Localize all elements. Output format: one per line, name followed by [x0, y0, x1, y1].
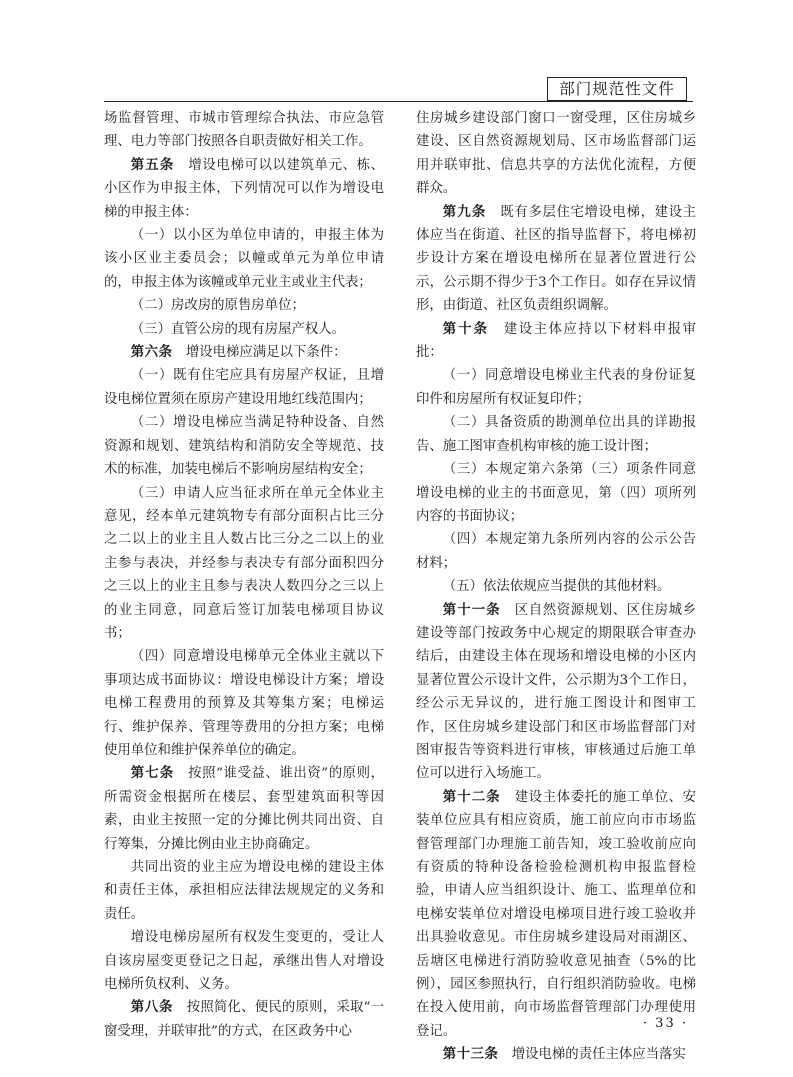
paragraph-text: 增设电梯房屋所有权发生变更的，受让人自该房屋变更登记之日起，承继出售人对增设电梯所负权利、义务。: [104, 930, 384, 993]
paragraph-text: （三）申请人应当征求所在单元全体业主意见，经本单元建筑物专有部分面积占比三分之二以上的业主且人数占比三分之二以上的业主参与表决，并经参与表决专有部分面积四分之三以上的业主且参与表决人数四分之三以上的业主同意，同意后签订加装电梯项目协议书；: [104, 485, 384, 641]
paragraph: [416, 201, 696, 318]
paragraph: [416, 411, 696, 458]
paragraph: [416, 575, 696, 598]
paragraph-text: 共同出资的业主应为增设电梯的建设主体和责任主体，承担相应法律法规规定的义务和责任。: [104, 860, 384, 922]
paragraph: [104, 107, 384, 154]
paragraph-text: （二）房改房的原售房单位；: [130, 298, 305, 314]
paragraph: [416, 318, 696, 365]
page-number: · 33 ·: [642, 1016, 688, 1031]
paragraph-text: 增设电梯的责任主体应当落实: [511, 1047, 686, 1063]
paragraph: [104, 318, 384, 341]
paragraph: [104, 154, 384, 224]
article-heading: 第七条: [130, 766, 175, 782]
paragraph-text: 建设主体委托的施工单位、安装单位应具有相应资质，施工前应向市市场监督管理部门办理施工前告知，竣工验收前应向有资质的特种设备检验检测机构申报监督检验，申请人应当组织设计、施工、监理单位和电梯安装单位对增设电梯项目进行竣工验收并出具验收意见。市住房城乡建设局对雨湖区、岳塘区电梯进行消防验收意见抽查（5%的比例），园区参照执行，自行组织消防验收。电梯在投入使用前，向市场监督管理部门办理使用登记。: [416, 789, 697, 1039]
paragraph: [104, 645, 384, 762]
paragraph-text: （二）具备资质的勘测单位出具的详勘报告、施工图审查机构审核的施工设计图；: [416, 415, 696, 454]
paragraph: [416, 1043, 696, 1066]
paragraph: [416, 107, 696, 201]
paragraph: [104, 762, 384, 856]
paragraph-text: 建设主体应持以下材料申报审批：: [416, 321, 697, 361]
paragraph-text: 按照简化、便民的原则，采取“一窗受理，并联审批”的方式，在区政务中心: [104, 1000, 384, 1039]
paragraph: [104, 926, 384, 996]
paragraph: [104, 856, 384, 926]
paragraph-text: （三）本规定第六条第（三）项条件同意增设电梯的业主的书面意见，第（四）项所列内容的书面协议；: [416, 462, 696, 524]
paragraph: [416, 786, 696, 1043]
paragraph-text: （五）依法依规应当提供的其他材料。: [442, 579, 671, 595]
paragraph-text: （四）同意增设电梯单元全体业主就以下事项达成书面协议：增设电梯设计方案；增设电梯工程费用的预算及其筹集方案；电梯运行、维护保养、管理等费用的分担方案；电梯使用单位和维护保养单位的确定。: [104, 649, 384, 758]
paragraph-text: 既有多层住宅增设电梯，建设主体应当在街道、社区的指导监督下，将电梯初步设计方案在增设电梯所在显著位置进行公示，公示期不得少于3个工作日。如存在异议情形，由街道、社区负责组织调解。: [416, 204, 697, 314]
paragraph-text: 增设电梯可以以建筑单元、栋、小区作为申报主体，下列情况可以作为增设电梯的申报主体：: [104, 157, 385, 220]
paragraph: [416, 599, 696, 786]
paragraph: [104, 411, 384, 481]
article-heading: 第九条: [442, 204, 487, 220]
article-heading: 第十一条: [442, 602, 501, 618]
paragraph-text: （一）同意增设电梯业主代表的身份证复印件和房屋所有权证复印件；: [416, 368, 696, 407]
left-text-column: [104, 107, 384, 1043]
paragraph: [104, 482, 384, 646]
article-heading: 第八条: [130, 1000, 174, 1016]
header-rule: [104, 101, 693, 102]
paragraph-text: （一）既有住宅应具有房屋产权证，且增设电梯位置须在原房产建设用地红线范围内；: [104, 368, 384, 407]
paragraph-text: （二）增设电梯应当满足特种设备、自然资源和规划、建筑结构和消防安全等规范、技术的标准，加装电梯后不影响房屋结构安全；: [104, 415, 384, 478]
paragraph: [416, 528, 696, 575]
paragraph: [104, 294, 384, 317]
paragraph-text: 区自然资源规划、区住房城乡建设等部门按政务中心规定的期限联合审查办结后，由建设主体在现场和增设电梯的小区内显著位置公示设计文件，公示期为3个工作日，经公示无异议的，进行施工图设计和图审工作，区住房城乡建设部门和区市场监督部门对图审报告等资料进行审核，审核通过后施工单位可以进行入场施工。: [416, 602, 697, 782]
paragraph: [104, 224, 384, 294]
paragraph-text: 住房城乡建设部门窗口一窗受理，区住房城乡建设、区自然资源规划局、区市场监督部门运用并联审批、信息共享的方法优化流程，方便群众。: [416, 111, 696, 197]
paragraph: [416, 364, 696, 411]
paragraph-text: 增设电梯应满足以下条件：: [185, 345, 347, 361]
paragraph: [416, 458, 696, 528]
article-heading: 第十二条: [442, 789, 501, 805]
paragraph-text: （一）以小区为单位申请的，申报主体为该小区业主委员会；以幢或单元为单位申请的，申报主体为该幢或单元业主或业主代表；: [104, 228, 384, 290]
paragraph: [104, 364, 384, 411]
section-header-label: 部门规范性文件: [547, 77, 687, 101]
article-heading: 第十条: [442, 321, 489, 337]
paragraph-text: （三）直管公房的现有房屋产权人。: [130, 321, 346, 337]
paragraph-text: 按照“谁受益、谁出资”的原则，所需资金根据所在楼层、套型建筑面积等因素，由业主按照一定的分摊比例共同出资、自行筹集，分摊比例由业主协商确定。: [104, 766, 384, 852]
article-heading: 第五条: [130, 157, 175, 173]
article-heading: 第十三条: [442, 1047, 499, 1063]
article-heading: 第六条: [130, 345, 173, 361]
paragraph: [104, 996, 384, 1043]
paragraph-text: 场监督管理、市城市管理综合执法、市应急管理、电力等部门按照各自职责做好相关工作。: [104, 111, 384, 150]
paragraph-text: （四）本规定第九条所列内容的公示公告材料；: [416, 532, 696, 571]
paragraph: [104, 341, 384, 364]
right-text-column: [416, 107, 696, 1067]
